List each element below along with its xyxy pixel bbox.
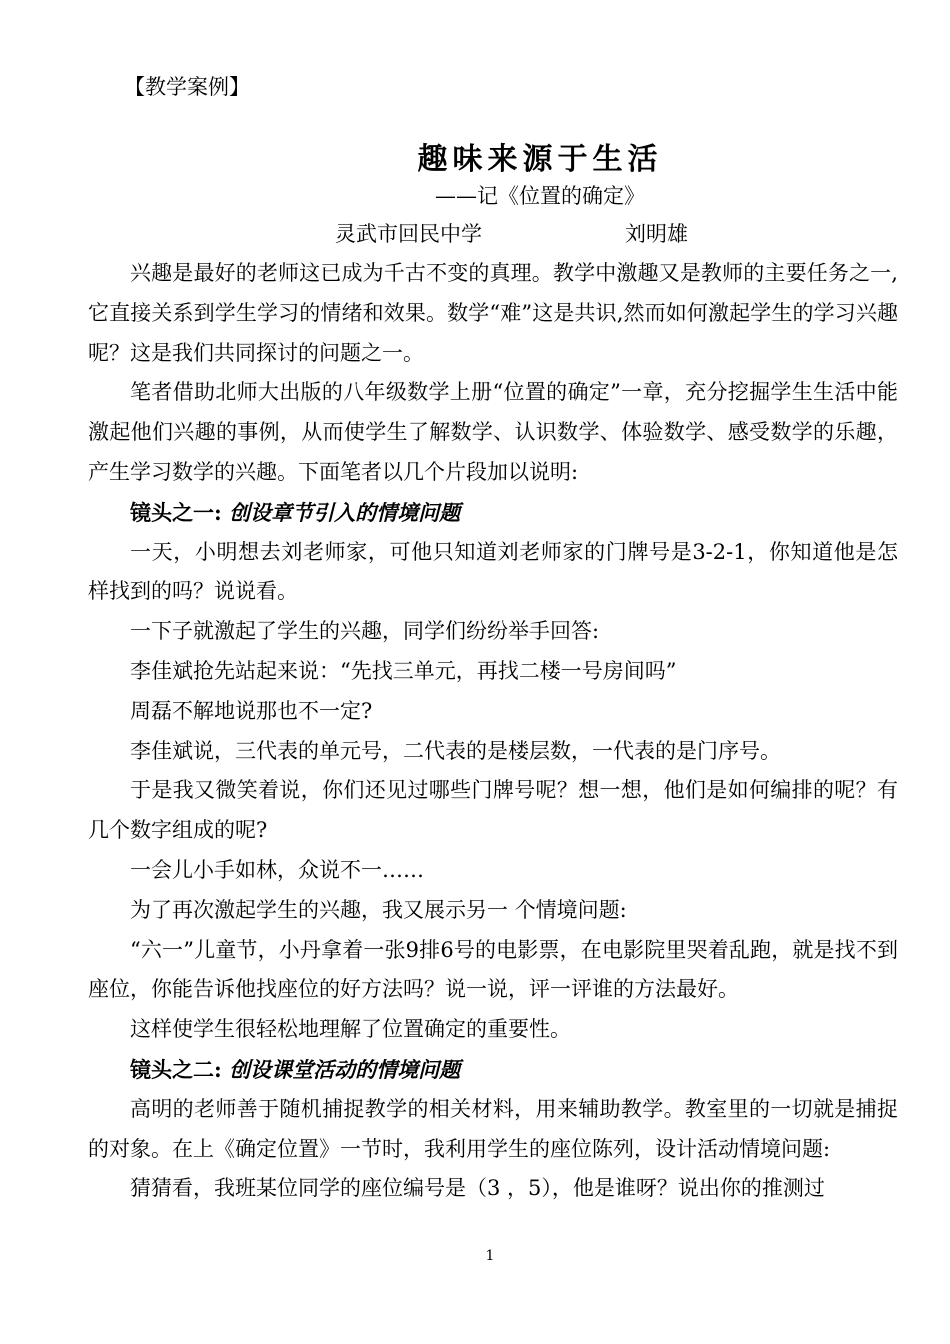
- section-heading: [88, 493, 898, 533]
- paragraph: 一天，小明想去刘老师家，可他只知道刘老师家的门牌号是3-2-1，你知道他是怎样找到的吗？说说看。: [88, 539, 898, 604]
- paragraph: 为了再次激起学生的兴趣，我又展示另一 个情境问题:: [130, 897, 627, 922]
- article-title: 趣味来源于生活: [417, 142, 663, 177]
- case-label: 【教学案例】: [124, 75, 250, 99]
- section-heading-prefix: 镜头之一:: [130, 499, 222, 525]
- school-name: 灵武市回民中学: [335, 222, 482, 246]
- paragraph: 高明的老师善于随机捕捉教学的相关材料，用来辅助教学。教室里的一切就是捕捉的对象。在上《确定位置》一节时，我利用学生的座位陈列，设计活动情境问题:: [88, 1096, 898, 1161]
- paragraph: 李佳斌说，三代表的单元号，二代表的是楼层数，一代表的是门序号。: [130, 738, 781, 763]
- paragraph: “六一”儿童节，小丹拿着一张9排6号的电影票，在电影院里哭着乱跑，就是找不到座位，你能告诉他找座位的好方法吗？说一说，评一评谁的方法最好。: [88, 937, 898, 1002]
- page-number: 1: [485, 1248, 495, 1264]
- paragraph: 这样使学生很轻松地理解了位置确定的重要性。: [130, 1017, 571, 1042]
- byline: [335, 218, 688, 250]
- paragraph: 于是我又微笑着说，你们还见过哪些门牌号呢？想一想，他们是如何编排的呢？有几个数字组成的呢?: [88, 778, 898, 843]
- section-heading-title: 创设课堂活动的情境问题: [229, 1056, 461, 1082]
- paragraph: 笔者借助北师大出版的八年级数学上册“位置的确定”一章，充分挖掘学生生活中能激起他们兴趣的事例，从而使学生了解数学、认识数学、体验数学、感受数学的乐趣，产生学习数学的兴趣。下面笔者以几个片段加以说明:: [88, 380, 898, 484]
- paragraph: 兴趣是最好的老师这已成为千古不变的真理。教学中激趣又是教师的主要任务之一,它直接关系到学生学习的情绪和效果。数学“难”这是共识,然而如何激起学生的学习兴趣呢？这是我们共同探讨的问题之一。: [88, 261, 898, 365]
- paragraph: 猜猜看，我班某位同学的座位编号是（3 ，5），他是谁呀？说出你的推测过: [130, 1176, 825, 1201]
- paragraph: 李佳斌抢先站起来说：“先找三单元，再找二楼一号房间吗”: [130, 658, 677, 683]
- author-name: 刘明雄: [625, 222, 688, 246]
- section-heading: [88, 1050, 898, 1090]
- paragraph: 周磊不解地说那也不一定?: [130, 698, 373, 723]
- article-body: [88, 254, 898, 1209]
- section-heading-title: 创设章节引入的情境问题: [229, 499, 461, 525]
- section-heading-prefix: 镜头之二:: [130, 1056, 222, 1082]
- paragraph: 一会儿小手如林，众说不一……: [130, 857, 424, 882]
- article-subtitle: ——记《位置的确定》: [435, 184, 645, 208]
- paragraph: 一下子就激起了学生的兴趣，同学们纷纷举手回答:: [130, 619, 600, 644]
